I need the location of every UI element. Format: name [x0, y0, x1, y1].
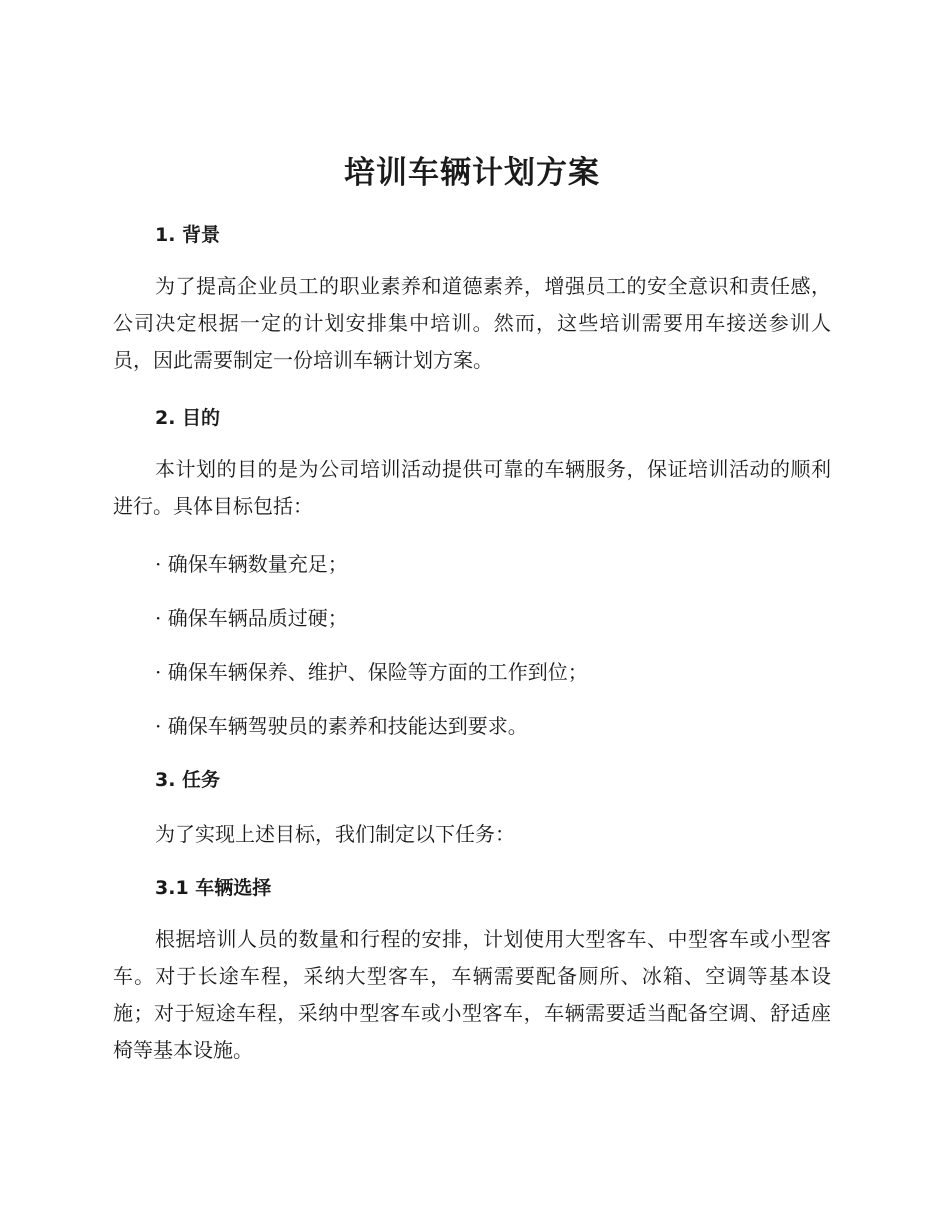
paragraph-vehicle-selection: 根据培训人员的数量和行程的安排，计划使用大型客车、中型客车或小型客车。对于长途车程，采纳大型客车，车辆需要配备厕所、冰箱、空调等基本设施；对于短途车程，采纳中型客车或小型客车，车辆需要适当配备空调、舒适座椅等基本设施。 — [113, 927, 831, 1062]
section-heading-vehicle-selection: 3.1 车辆选择 — [155, 877, 272, 899]
document-page — [113, 148, 831, 1069]
paragraph-tasks: 为了实现上述目标，我们制定以下任务： — [155, 822, 515, 846]
paragraph-purpose: 本计划的目的是为公司培训活动提供可靠的车辆服务，保证培训活动的顺利进行。具体目标包括： — [113, 457, 831, 518]
list-item: · 确保车辆数量充足； — [155, 552, 348, 576]
section-heading-purpose: 2. 目的 — [155, 407, 221, 429]
section-heading-tasks: 3. 任务 — [155, 769, 221, 791]
paragraph-background: 为了提高企业员工的职业素养和道德素养，增强员工的安全意识和责任感，公司决定根据一定的计划安排集中培训。然而，这些培训需要用车接送参训人员，因此需要制定一份培训车辆计划方案。 — [113, 274, 831, 372]
list-item: · 确保车辆驾驶员的素养和技能达到要求。 — [155, 714, 528, 738]
document-title: 培训车辆计划方案 — [344, 155, 600, 191]
section-heading-background: 1. 背景 — [155, 224, 221, 246]
list-item: · 确保车辆保养、维护、保险等方面的工作到位； — [155, 660, 588, 684]
list-item: · 确保车辆品质过硬； — [155, 606, 348, 630]
